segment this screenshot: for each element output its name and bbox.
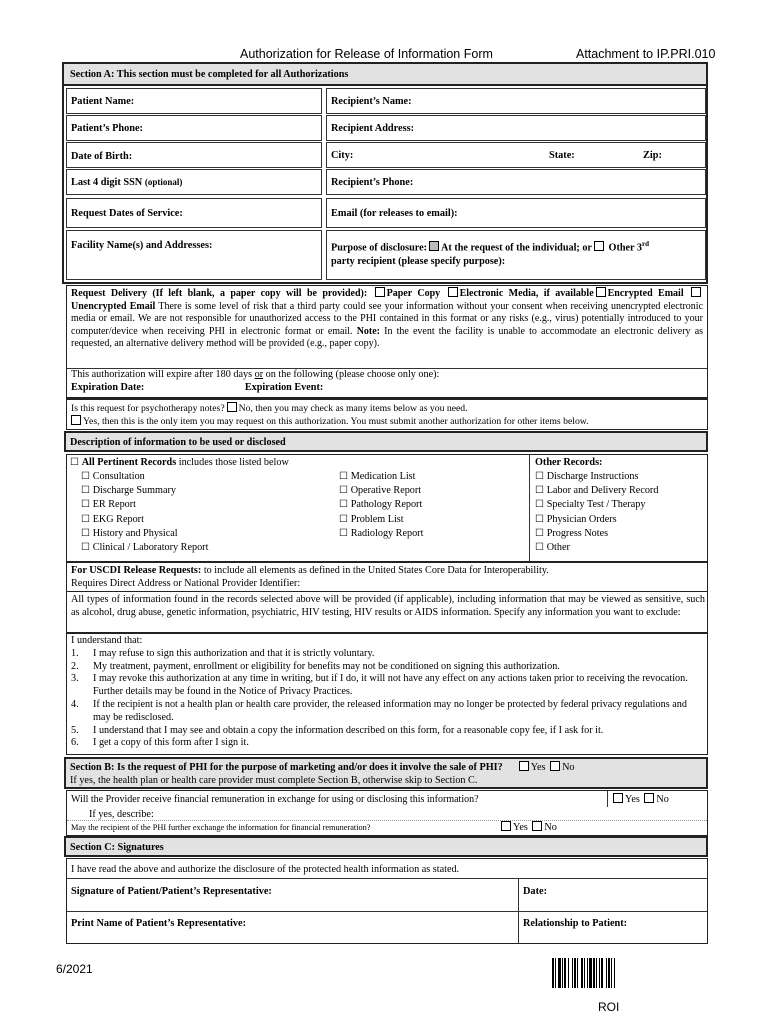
record-option[interactable]: ☐ EKG Report bbox=[81, 513, 144, 525]
record-option[interactable]: ☐ Discharge Summary bbox=[81, 485, 176, 497]
purpose-third-party-checkbox[interactable] bbox=[594, 241, 604, 251]
section-c: I have read the above and authorize the disclosure of the protected health information as stated. Signature of Patient/Patient’s Representative: Date: Print Name of Patient’s Representative: Relationship to Patient: bbox=[66, 858, 708, 944]
print-name-field[interactable]: Print Name of Patient’s Representative: bbox=[67, 912, 519, 943]
exclude-text[interactable]: All types of information found in the records selected above will be provided (if applicable), including information that may be viewed as sensitive, such as alcohol, drug abuse, genetic information, psychiatric, HIV testing, HIV results or AIDS information. Specify any information you want to exclude: bbox=[71, 594, 705, 618]
remuneration-no-checkbox[interactable] bbox=[644, 793, 654, 803]
psychotherapy-no-checkbox[interactable] bbox=[227, 402, 237, 412]
form-code: ROI bbox=[598, 1000, 620, 1014]
record-option[interactable]: ☐ Operative Report bbox=[339, 485, 422, 497]
understand-item: 2. My treatment, payment, enrollment or eligibility for benefits may not be conditioned on signing this authorization. bbox=[71, 660, 560, 672]
barcode-graphic bbox=[552, 958, 680, 988]
records-checklist bbox=[66, 454, 708, 562]
form-title: Authorization for Release of Information Form bbox=[240, 47, 493, 61]
record-option[interactable]: ☐ Pathology Report bbox=[339, 499, 423, 511]
recipient-address-field[interactable]: Recipient Address: bbox=[326, 115, 706, 141]
date-field[interactable]: Date: bbox=[519, 878, 707, 912]
further-exchange-no-checkbox[interactable] bbox=[532, 821, 542, 831]
record-option[interactable]: ☐ Medication List bbox=[339, 471, 416, 482]
unencrypted-email-checkbox[interactable] bbox=[691, 287, 701, 297]
understand-section: I understand that: 1. I may refuse to sign this authorization and that it is strictly voluntary. 2. My treatment, payment, enrollment or eligibility for benefits may not be conditioned on signing this authorization. 3. I may revoke this authorization at any time in writing, but if I do, it will not have any effect on any actions taken prior to receiving the revocation. Further details may be found in the Notice of Privacy Practices. 4. If the recipient is not a health plan or health care provider, the released information may no longer be protected by federal privacy regulations and may be redisclosed. 5. I understand that I may see and obtain a copy the information described on this form, for a reasonable copy fee, if I ask for it. 6. I get a copy of this form after I sign it. bbox=[66, 633, 708, 755]
understand-item: 4. If the recipient is not a health plan or health care provider, the released information may no longer be protected by federal privacy regulations and may be redisclosed. bbox=[71, 698, 687, 723]
other-record-option[interactable]: ☐ Specialty Test / Therapy bbox=[535, 499, 646, 511]
section-b-questions: Will the Provider receive financial remuneration in exchange for using or disclosing this information? Yes No If yes, describe: May the recipient of the PHI further exchange the information for financial remuneration? Yes No bbox=[66, 790, 708, 836]
all-pertinent-records-option[interactable]: ☐ All Pertinent Records includes those listed below bbox=[70, 457, 289, 468]
attachment-label: Attachment to IP.PRI.010 bbox=[576, 47, 716, 61]
description-heading: Description of information to be used or disclosed bbox=[64, 431, 708, 452]
facility-field[interactable]: Facility Name(s) and Addresses: bbox=[66, 230, 322, 280]
paper-copy-checkbox[interactable] bbox=[375, 287, 385, 297]
further-exchange-yes-checkbox[interactable] bbox=[501, 821, 511, 831]
section-b: Section B: Is the request of PHI for the purpose of marketing and/or does it involve the sale of PHI? Yes No If yes, the health plan or health care provider must complete Section B, otherwise skip to Section C. bbox=[64, 757, 708, 789]
describe-field[interactable]: If yes, describe: bbox=[89, 809, 154, 820]
encrypted-email-checkbox[interactable] bbox=[596, 287, 606, 297]
signature-field[interactable]: Signature of Patient/Patient’s Representative: bbox=[67, 878, 519, 912]
understand-item: 6. I get a copy of this form after I sign it. bbox=[71, 737, 249, 749]
recipient-phone-field[interactable]: Recipient’s Phone: bbox=[326, 169, 706, 195]
city-state-zip-field[interactable]: City: State: Zip: bbox=[326, 142, 706, 168]
other-record-option[interactable]: ☐ Progress Notes bbox=[535, 527, 609, 539]
understand-item: 5. I understand that I may see and obtain a copy the information described on this form, for a reasonable copy fee, if I ask for it. bbox=[71, 724, 604, 736]
section-a bbox=[62, 62, 708, 284]
psychotherapy-yes-checkbox[interactable] bbox=[71, 415, 81, 425]
expiration-event-label[interactable]: Expiration Event: bbox=[244, 381, 324, 393]
uscdi-address-field[interactable]: Requires Direct Address or National Provider Identifier: bbox=[71, 578, 301, 590]
expiration-date-label[interactable]: Expiration Date: bbox=[71, 381, 145, 393]
other-record-option[interactable]: ☐ Other bbox=[535, 542, 570, 554]
other-record-option[interactable]: ☐ Physician Orders bbox=[535, 513, 617, 525]
record-option[interactable]: ☐ ER Report bbox=[81, 499, 136, 511]
relationship-field[interactable]: Relationship to Patient: bbox=[523, 918, 628, 929]
purpose-individual-checkbox[interactable] bbox=[429, 241, 439, 251]
section-b-yes-checkbox[interactable] bbox=[519, 761, 529, 771]
exclude-section bbox=[66, 591, 708, 633]
section-c-heading: Section C: Signatures bbox=[64, 836, 708, 857]
revision-date: 6/2021 bbox=[56, 962, 93, 976]
section-a-heading: Section A: This section must be completed for all Authorizations bbox=[64, 64, 706, 86]
other-records-heading: Other Records: bbox=[535, 457, 603, 468]
record-option[interactable]: ☐ Clinical / Laboratory Report bbox=[81, 542, 209, 554]
patient-phone-field[interactable]: Patient’s Phone: bbox=[66, 115, 322, 141]
record-option[interactable]: ☐ Radiology Report bbox=[339, 527, 424, 539]
understand-item: 1. I may refuse to sign this authorization and that it is strictly voluntary. bbox=[71, 647, 375, 659]
record-option[interactable]: ☐ Problem List bbox=[339, 513, 404, 525]
record-option[interactable]: ☐ History and Physical bbox=[81, 527, 178, 539]
remuneration-yes-checkbox[interactable] bbox=[613, 793, 623, 803]
understand-item: 3. I may revoke this authorization at any time in writing, but if I do, it will not have any effect on any actions taken prior to receiving the revocation. Further details may be found in the Notice of Privacy Practices. bbox=[71, 673, 688, 698]
patient-name-field[interactable]: Patient Name: bbox=[66, 88, 322, 114]
request-delivery-section: Request Delivery (If left blank, a paper copy will be provided): Paper Copy Electronic Media, if available Encrypted Email Unencrypted Email There is some level of risk that a third party could see your information without your consent when receiving unencrypted electronic media or email. We are not responsible for unauthorized access to the PHI contained in this format or any risks (e.g., virus) potentially introduced to your computer/device when receiving PHI in electronic format or email. Note: In the event the facility is unable to accommodate an electronic delivery as requested, an alternative delivery method will be provided (e.g., paper copy). This authorization will expire after 180 days or on the following (please choose only one): Expiration Date: Expiration Event: bbox=[66, 285, 708, 398]
other-record-option[interactable]: ☐ Discharge Instructions bbox=[535, 471, 639, 482]
purpose-field[interactable]: Purpose of disclosure: At the request of the individual; or Other 3rd party recipient (please specify purpose): bbox=[326, 230, 706, 280]
barcode bbox=[552, 958, 680, 988]
request-dates-field[interactable]: Request Dates of Service: bbox=[66, 198, 322, 228]
psychotherapy-section: Is this request for psychotherapy notes? No, then you may check as many items below as you need. Yes, then this is the only item you may request on this authorization. You must submit another authorization for other items below. bbox=[66, 398, 708, 430]
uscdi-section: For USCDI Release Requests: to include all elements as defined in the United States Core Data for Interoperability. Requires Direct Address or National Provider Identifier: bbox=[66, 562, 708, 592]
electronic-media-checkbox[interactable] bbox=[448, 287, 458, 297]
record-option[interactable]: ☐ Consultation bbox=[81, 471, 145, 482]
email-field[interactable]: Email (for releases to email): bbox=[326, 198, 706, 228]
ssn-field[interactable]: Last 4 digit SSN (optional) bbox=[66, 169, 322, 195]
recipient-name-field[interactable]: Recipient’s Name: bbox=[326, 88, 706, 114]
section-b-no-checkbox[interactable] bbox=[550, 761, 560, 771]
other-record-option[interactable]: ☐ Labor and Delivery Record bbox=[535, 485, 659, 497]
date-of-birth-field[interactable]: Date of Birth: bbox=[66, 142, 322, 168]
